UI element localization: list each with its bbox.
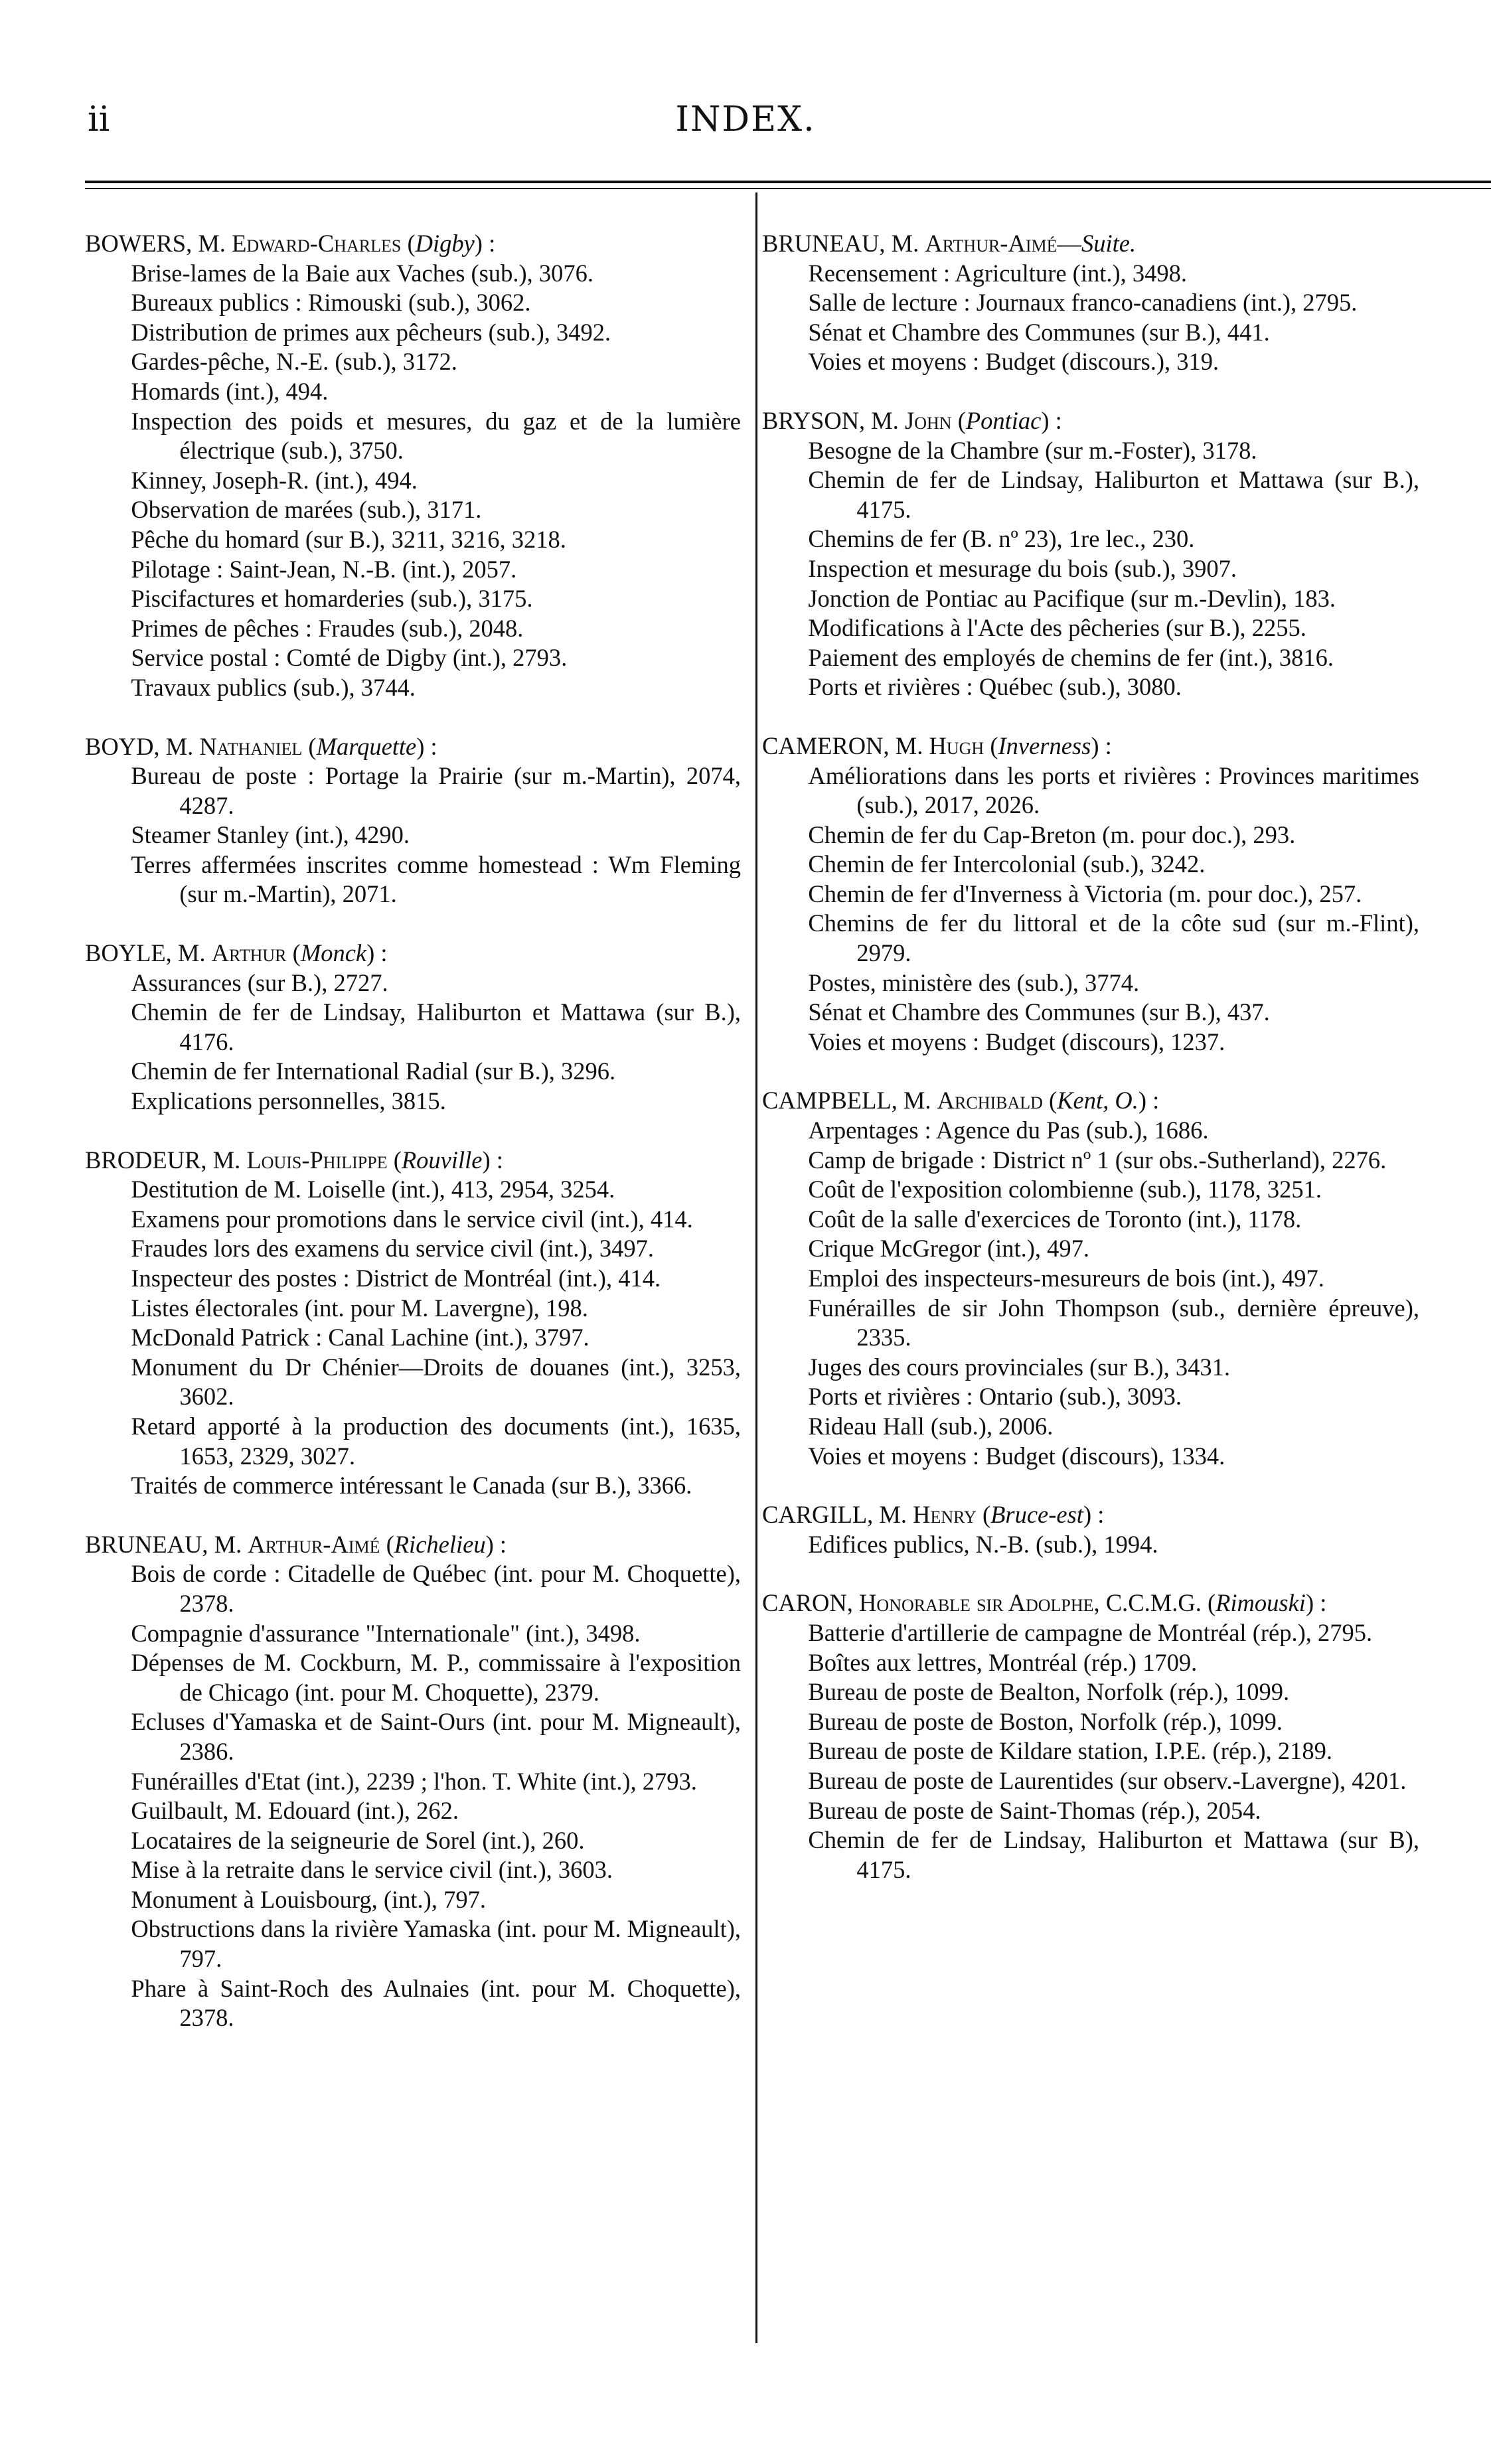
subentry: Crique McGregor (int.), 497. xyxy=(808,1235,1090,1263)
subentry: Primes de pêches : Fraudes (sub.), 2048. xyxy=(131,614,524,642)
subentry: Chemin de fer d'Inverness à Victoria (m. pour doc.), 257. xyxy=(808,880,1362,907)
subentry: Inspecteur des postes : District de Montréal (int.), 414. xyxy=(131,1265,661,1292)
member-first-names: John xyxy=(905,406,952,434)
subentry: Travaux publics (sub.), 3744. xyxy=(131,673,416,701)
entry-heading: BRUNEAU, M. Arthur-Aimé—Suite. xyxy=(762,230,1137,257)
subentry: Chemin de fer International Radial (sur B.), 3296. xyxy=(131,1057,616,1085)
subentry: Recensement : Agriculture (int.), 3498. xyxy=(808,259,1188,287)
index-entry xyxy=(762,1588,1419,1885)
subentry: Chemin de fer de Lindsay, Haliburton et Mattawa (sur B.), 4175. xyxy=(808,466,1419,523)
subentry: Fraudes lors des examens du service civil (int.), 3497. xyxy=(131,1235,654,1263)
subentry: Homards (int.), 494. xyxy=(131,377,329,405)
index-entry xyxy=(85,1530,741,2033)
subentry: Ports et rivières : Québec (sub.), 3080. xyxy=(808,673,1182,701)
subentry: Monument du Dr Chénier—Droits de douanes (int.), 3253, 3602. xyxy=(131,1353,741,1411)
subentry: Monument à Louisbourg, (int.), 797. xyxy=(131,1885,486,1913)
subentry: Funérailles d'Etat (int.), 2239 ; l'hon. T. White (int.), 2793. xyxy=(131,1767,697,1795)
subentry: Ecluses d'Yamaska et de Saint-Ours (int. pour M. Migneault), 2386. xyxy=(131,1708,741,1765)
riding-name: Marquette xyxy=(316,732,417,760)
subentry: Piscifactures et homarderies (sub.), 3175. xyxy=(131,585,533,613)
member-title-suffix: C.C.M.G. xyxy=(1105,1589,1202,1617)
subentry: Bureau de poste de Bealton, Norfolk (rép.), 1099. xyxy=(808,1678,1290,1706)
subentry: Brise-lames de la Baie aux Vaches (sub.), 3076. xyxy=(131,259,594,287)
member-first-names: Arthur-Aimé xyxy=(248,1530,380,1558)
member-first-names: Arthur xyxy=(211,939,287,967)
header-rule-thick xyxy=(85,181,1491,183)
entry-heading: CARON, Honorable sir Adolphe, C.C.M.G. (Rimouski) : xyxy=(762,1589,1327,1617)
riding-name: Rimouski xyxy=(1216,1589,1306,1617)
index-entry xyxy=(85,939,741,1116)
member-surname: BOYD, M. xyxy=(85,732,194,760)
subentry: Salle de lecture : Journaux franco-canadiens (int.), 2795. xyxy=(808,289,1358,317)
subentry: Chemin de fer de Lindsay, Haliburton et Mattawa (sur B), 4175. xyxy=(808,1826,1419,1883)
subentry: Bureaux publics : Rimouski (sub.), 3062. xyxy=(131,289,531,317)
entry-heading: BRYSON, M. John (Pontiac) : xyxy=(762,406,1062,434)
subentry: Explications personnelles, 3815. xyxy=(131,1087,446,1115)
subentry: Besogne de la Chambre (sur m.-Foster), 3178. xyxy=(808,436,1257,464)
column-divider xyxy=(755,193,757,2343)
entry-heading: CARGILL, M. Henry (Bruce-est) : xyxy=(762,1501,1105,1529)
subentry: Boîtes aux lettres, Montréal (rép.) 1709. xyxy=(808,1648,1198,1676)
subentry: Bureau de poste de Boston, Norfolk (rép.), 1099. xyxy=(808,1707,1283,1735)
member-first-names: Arthur-Aimé xyxy=(925,230,1058,257)
riding-name: Kent, O. xyxy=(1057,1087,1138,1115)
subentry: Voies et moyens : Budget (discours), 1334. xyxy=(808,1442,1225,1470)
right-column xyxy=(762,229,1419,1914)
subentry: Obstructions dans la rivière Yamaska (int. pour M. Migneault), 797. xyxy=(131,1915,741,1973)
subentry: Distribution de primes aux pêcheurs (sub.), 3492. xyxy=(131,318,611,346)
member-first-names: Edward-Charles xyxy=(232,230,402,257)
subentry: Arpentages : Agence du Pas (sub.), 1686. xyxy=(808,1116,1209,1144)
member-surname: BRODEUR, M. xyxy=(85,1146,241,1174)
riding-name: Inverness xyxy=(998,732,1091,759)
page-number: ii xyxy=(88,100,110,139)
subentry: Postes, ministère des (sub.), 3774. xyxy=(808,968,1140,996)
member-first-names: Archibald xyxy=(937,1087,1043,1115)
subentry: Kinney, Joseph-R. (int.), 494. xyxy=(131,466,418,494)
subentry: Coût de l'exposition colombienne (sub.), 1178, 3251. xyxy=(808,1176,1322,1203)
subentry: Améliorations dans les ports et rivières : Provinces maritimes (sub.), 2017, 2026. xyxy=(808,761,1419,819)
subentry: Locataires de la seigneurie de Sorel (int.), 260. xyxy=(131,1826,585,1854)
subentry: Funérailles de sir John Thompson (sub., dernière épreuve), 2335. xyxy=(808,1294,1419,1351)
subentry: Voies et moyens : Budget (discours.), 319. xyxy=(808,348,1219,376)
riding-name: Rouville xyxy=(401,1146,483,1174)
subentry: Chemin de fer Intercolonial (sub.), 3242. xyxy=(808,850,1206,878)
index-entry xyxy=(85,732,741,910)
subentry: Voies et moyens : Budget (discours), 1237. xyxy=(808,1028,1225,1055)
member-surname: BOYLE, M. xyxy=(85,939,206,967)
subentry: Chemin de fer du Cap-Breton (m. pour doc.), 293. xyxy=(808,820,1296,848)
member-first-names: Louis-Philippe xyxy=(246,1146,388,1174)
entry-heading: BOYD, M. Nathaniel (Marquette) : xyxy=(85,732,437,760)
riding-name: Monck xyxy=(300,939,367,967)
member-first-names: Henry xyxy=(913,1501,977,1529)
member-first-names: Honorable sir Adolphe, xyxy=(859,1589,1100,1617)
member-surname: CAMPBELL, M. xyxy=(762,1087,931,1115)
subentry: Emploi des inspecteurs-mesureurs de bois (int.), 497. xyxy=(808,1265,1324,1292)
index-entry xyxy=(762,229,1419,377)
subentry: Paiement des employés de chemins de fer (int.), 3816. xyxy=(808,643,1334,671)
subentry: Listes électorales (int. pour M. Lavergne), 198. xyxy=(131,1294,588,1322)
index-entry xyxy=(85,1146,741,1501)
subentry: Modifications à l'Acte des pêcheries (sur B.), 2255. xyxy=(808,614,1306,642)
member-surname: CARGILL, M. xyxy=(762,1501,907,1529)
subentry: Pilotage : Saint-Jean, N.-B. (int.), 2057. xyxy=(131,555,517,583)
entry-heading: BRUNEAU, M. Arthur-Aimé (Richelieu) : xyxy=(85,1530,507,1558)
subentry: Terres affermées inscrites comme homestead : Wm Fleming (sur m.-Martin), 2071. xyxy=(131,850,741,908)
entry-heading: CAMERON, M. Hugh (Inverness) : xyxy=(762,732,1112,759)
subentry: Chemins de fer du littoral et de la côte sud (sur m.-Flint), 2979. xyxy=(808,909,1419,967)
member-surname: BRUNEAU, M. xyxy=(762,230,919,257)
subentry: Jonction de Pontiac au Pacifique (sur m.-Devlin), 183. xyxy=(808,584,1336,612)
subentry: Chemins de fer (B. nº 23), 1re lec., 230. xyxy=(808,525,1195,553)
subentry: Bois de corde : Citadelle de Québec (int. pour M. Choquette), 2378. xyxy=(131,1560,741,1617)
index-entry xyxy=(762,406,1419,702)
subentry: Guilbault, M. Edouard (int.), 262. xyxy=(131,1797,459,1825)
subentry: Inspection des poids et mesures, du gaz et de la lumière électrique (sub.), 3750. xyxy=(131,407,741,465)
index-entry xyxy=(762,1086,1419,1471)
subentry: Camp de brigade : District nº 1 (sur obs.-Sutherland), 2276. xyxy=(808,1146,1387,1174)
left-column xyxy=(85,229,741,2062)
subentry: Compagnie d'assurance "Internationale" (int.), 3498. xyxy=(131,1619,641,1647)
riding-name: Richelieu xyxy=(394,1530,486,1558)
subentry: Sénat et Chambre des Communes (sur B.), 437. xyxy=(808,998,1270,1026)
subentry: Service postal : Comté de Digby (int.), 2793. xyxy=(131,644,568,672)
entry-heading: CAMPBELL, M. Archibald (Kent, O.) : xyxy=(762,1087,1160,1115)
member-first-names: Hugh xyxy=(929,732,984,759)
member-surname: CARON, xyxy=(762,1589,853,1617)
subentry: Gardes-pêche, N.-E. (sub.), 3172. xyxy=(131,348,457,376)
subentry: Bureau de poste de Laurentides (sur observ.-Lavergne), 4201. xyxy=(808,1766,1407,1794)
suite-label: Suite. xyxy=(1081,230,1137,257)
entry-heading: BOWERS, M. Edward-Charles (Digby) : xyxy=(85,230,496,257)
subentry: Retard apporté à la production des documents (int.), 1635, 1653, 2329, 3027. xyxy=(131,1412,741,1470)
header-rule-thin xyxy=(85,188,1491,189)
subentry: Observation de marées (sub.), 3171. xyxy=(131,496,482,524)
subentry: Sénat et Chambre des Communes (sur B.), 441. xyxy=(808,318,1270,346)
entry-heading: BOYLE, M. Arthur (Monck) : xyxy=(85,939,388,967)
entry-heading: BRODEUR, M. Louis-Philippe (Rouville) : xyxy=(85,1146,503,1174)
member-first-names: Nathaniel xyxy=(199,732,303,760)
page-title: INDEX. xyxy=(675,100,816,139)
subentry: Pêche du homard (sur B.), 3211, 3216, 3218. xyxy=(131,525,566,553)
index-entry xyxy=(762,1500,1419,1559)
riding-name: Bruce-est xyxy=(990,1501,1083,1529)
subentry: Juges des cours provinciales (sur B.), 3431. xyxy=(808,1353,1230,1381)
subentry: Batterie d'artillerie de campagne de Montréal (rép.), 2795. xyxy=(808,1618,1373,1646)
subentry: Mise à la retraite dans le service civil (int.), 3603. xyxy=(131,1856,613,1884)
member-surname: CAMERON, M. xyxy=(762,732,923,759)
subentry: Traités de commerce intéressant le Canada (sur B.), 3366. xyxy=(131,1472,692,1500)
subentry: Bureau de poste de Saint-Thomas (rép.), 2054. xyxy=(808,1796,1261,1824)
subentry: Inspection et mesurage du bois (sub.), 3907. xyxy=(808,554,1237,582)
riding-name: Pontiac xyxy=(965,406,1042,434)
index-entry xyxy=(85,229,741,703)
subentry: Assurances (sur B.), 2727. xyxy=(131,968,388,996)
subentry: Coût de la salle d'exercices de Toronto (int.), 1178. xyxy=(808,1205,1302,1233)
subentry: Rideau Hall (sub.), 2006. xyxy=(808,1412,1054,1440)
subentry: Steamer Stanley (int.), 4290. xyxy=(131,821,410,849)
riding-name: Digby xyxy=(415,230,475,257)
subentry: Dépenses de M. Cockburn, M. P., commissaire à l'exposition de Chicago (int. pour M. Choquette), 2379. xyxy=(131,1649,741,1706)
subentry: Bureau de poste : Portage la Prairie (sur m.-Martin), 2074, 4287. xyxy=(131,762,741,819)
subentry: Examens pour promotions dans le service civil (int.), 414. xyxy=(131,1205,693,1233)
subentry: Ports et rivières : Ontario (sub.), 3093. xyxy=(808,1383,1182,1411)
subentry: Bureau de poste de Kildare station, I.P.E. (rép.), 2189. xyxy=(808,1737,1332,1765)
subentry: Destitution de M. Loiselle (int.), 413, 2954, 3254. xyxy=(131,1176,615,1203)
subentry: Chemin de fer de Lindsay, Haliburton et Mattawa (sur B.), 4176. xyxy=(131,998,741,1055)
member-surname: BOWERS, M. xyxy=(85,230,226,257)
index-entry xyxy=(762,732,1419,1057)
subentry: Phare à Saint-Roch des Aulnaies (int. pour M. Choquette), 2378. xyxy=(131,1974,741,2032)
member-surname: BRYSON, M. xyxy=(762,406,899,434)
member-surname: BRUNEAU, M. xyxy=(85,1530,242,1558)
subentry: Edifices publics, N.-B. (sub.), 1994. xyxy=(808,1530,1158,1558)
subentry: McDonald Patrick : Canal Lachine (int.), 3797. xyxy=(131,1324,589,1351)
